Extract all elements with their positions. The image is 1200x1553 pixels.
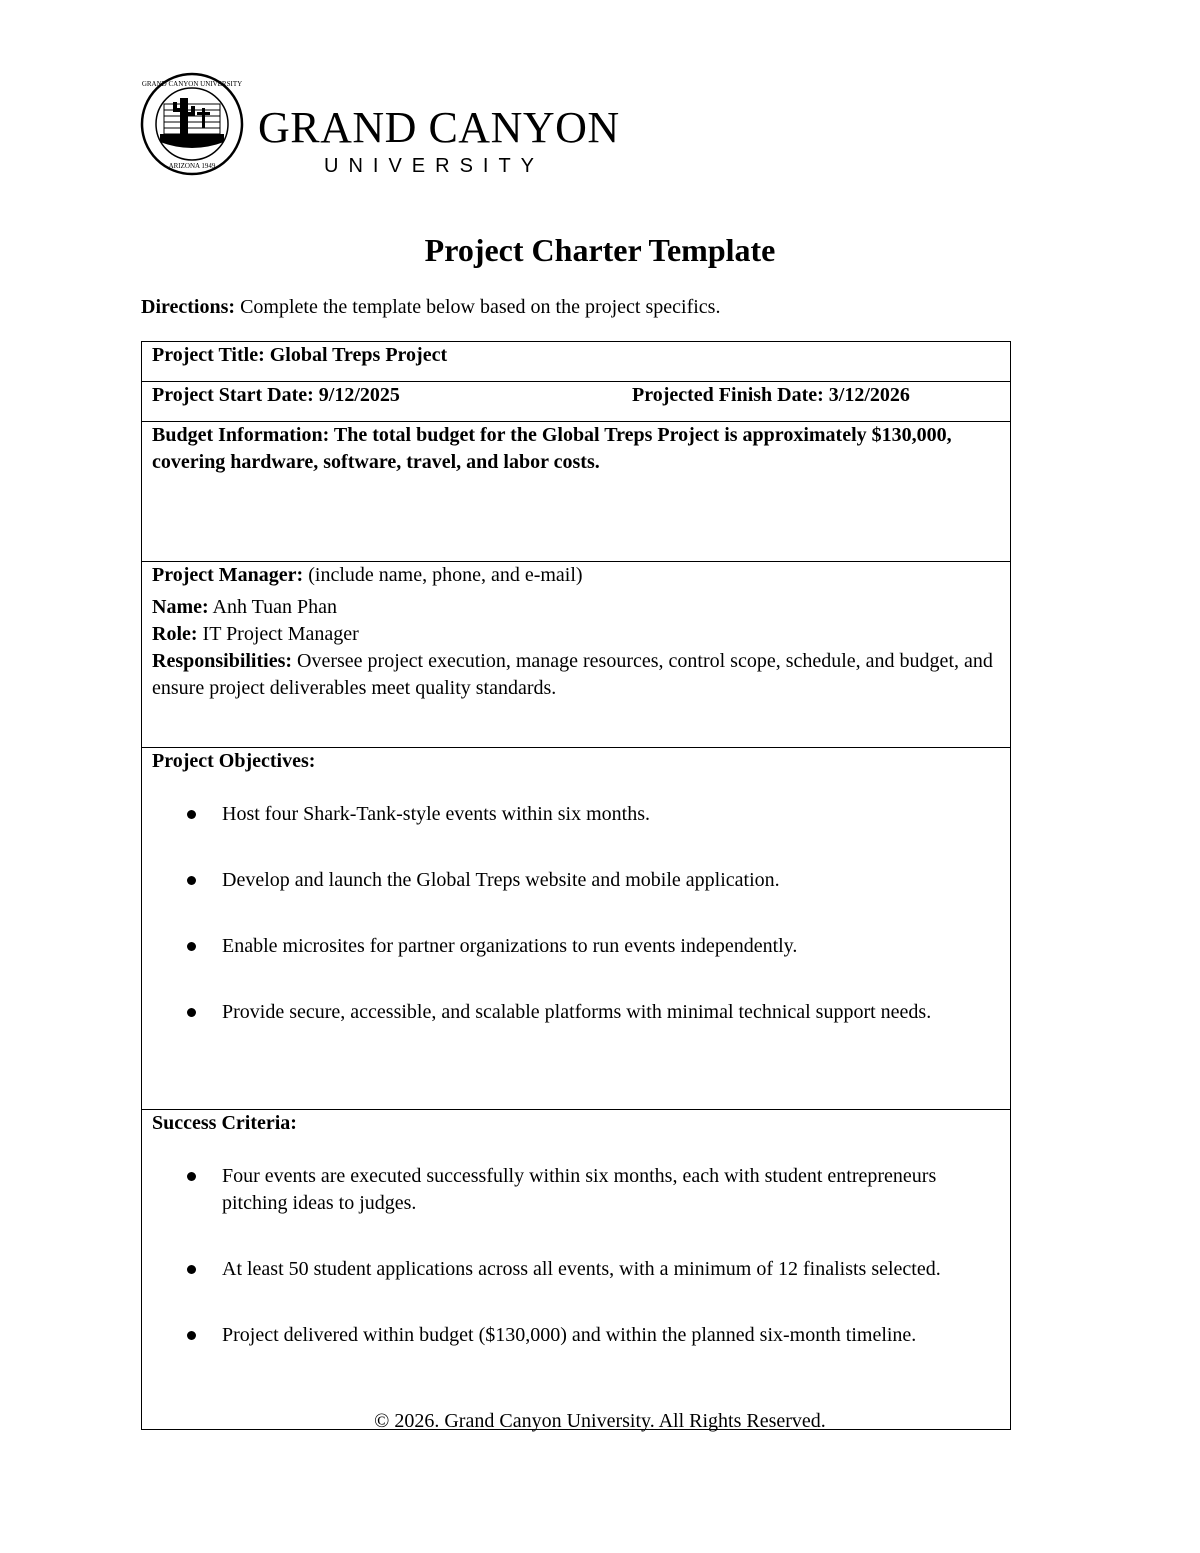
bullet-icon [187, 876, 196, 885]
manager-resp-label: Responsibilities: [152, 650, 293, 672]
manager-role-label: Role: [152, 623, 198, 645]
list-item [152, 1322, 1000, 1349]
criterion-text: Four events are executed successfully within six months, each with student entrepreneurs pitching ideas to judges. [222, 1165, 937, 1214]
bullet-icon [187, 942, 196, 951]
project-title-cell [142, 342, 1011, 382]
project-start-date: Project Start Date: 9/12/2025 [152, 384, 400, 406]
objectives-label: Project Objectives: [152, 750, 316, 772]
svg-text:ARIZONA 1949: ARIZONA 1949 [168, 162, 216, 170]
project-title-value: : Global Treps Project [258, 344, 448, 366]
manager-responsibilities: Oversee project execution, manage resources, control scope, schedule, and budget, and ensure project deliverables meet quality standards. [152, 650, 993, 699]
list-item [152, 867, 1000, 894]
budget-info: Budget Information: The total budget for the Global Treps Project is approximately $130,000, covering hardware, software, travel, and labor costs. [152, 424, 952, 473]
budget-cell [142, 422, 1011, 562]
bullet-icon [187, 1331, 196, 1340]
success-criteria-cell [142, 1110, 1011, 1430]
objective-text: Provide secure, accessible, and scalable platforms with minimal technical support needs. [222, 1001, 932, 1023]
objectives-cell [142, 748, 1011, 1110]
criterion-text: Project delivered within budget ($130,000) and within the planned six-month timeline. [222, 1324, 917, 1346]
charter-table [141, 341, 1011, 1430]
svg-text:UNIVERSITY: UNIVERSITY [324, 155, 545, 176]
project-manager-cell [142, 562, 1011, 748]
bullet-icon [187, 1172, 196, 1181]
criterion-text: At least 50 student applications across all events, with a minimum of 12 finalists selected. [222, 1258, 941, 1280]
university-seal [142, 74, 242, 174]
copyright-footer: © 2026. Grand Canyon University. All Rights Reserved. [374, 1410, 826, 1432]
list-item [152, 999, 1000, 1026]
manager-name: Anh Tuan Phan [212, 596, 338, 618]
directions-text: Complete the template below based on the project specifics. [240, 296, 721, 318]
project-dates-cell [142, 382, 1011, 422]
svg-text:GRAND CANYON: GRAND CANYON [258, 103, 620, 152]
list-item [152, 1256, 1000, 1283]
bullet-icon [187, 1265, 196, 1274]
manager-hint: (include name, phone, and e-mail) [308, 564, 583, 586]
project-title-label: Project Title [152, 344, 259, 366]
list-item [152, 933, 1000, 960]
directions-label: Directions: [141, 296, 236, 318]
objective-text: Host four Shark-Tank-style events within six months. [222, 803, 650, 825]
svg-text:GRAND CANYON UNIVERSITY: GRAND CANYON UNIVERSITY [141, 80, 243, 88]
success-criteria-list [152, 1163, 1000, 1349]
bullet-icon [187, 1008, 196, 1017]
manager-role: IT Project Manager [202, 623, 359, 645]
page-title: Project Charter Template [424, 232, 776, 268]
objectives-list [152, 801, 1000, 1026]
directions [141, 296, 720, 319]
objective-text: Develop and launch the Global Treps website and mobile application. [222, 869, 780, 891]
bullet-icon [187, 810, 196, 819]
list-item [152, 1163, 1000, 1217]
university-logo [140, 72, 620, 176]
objective-text: Enable microsites for partner organizations to run events independently. [222, 935, 798, 957]
list-item [152, 801, 1000, 828]
manager-label: Project Manager: [152, 564, 304, 586]
manager-name-label: Name: [152, 596, 209, 618]
success-criteria-label: Success Criteria: [152, 1112, 297, 1134]
project-finish-date: Projected Finish Date: 3/12/2026 [632, 384, 910, 406]
